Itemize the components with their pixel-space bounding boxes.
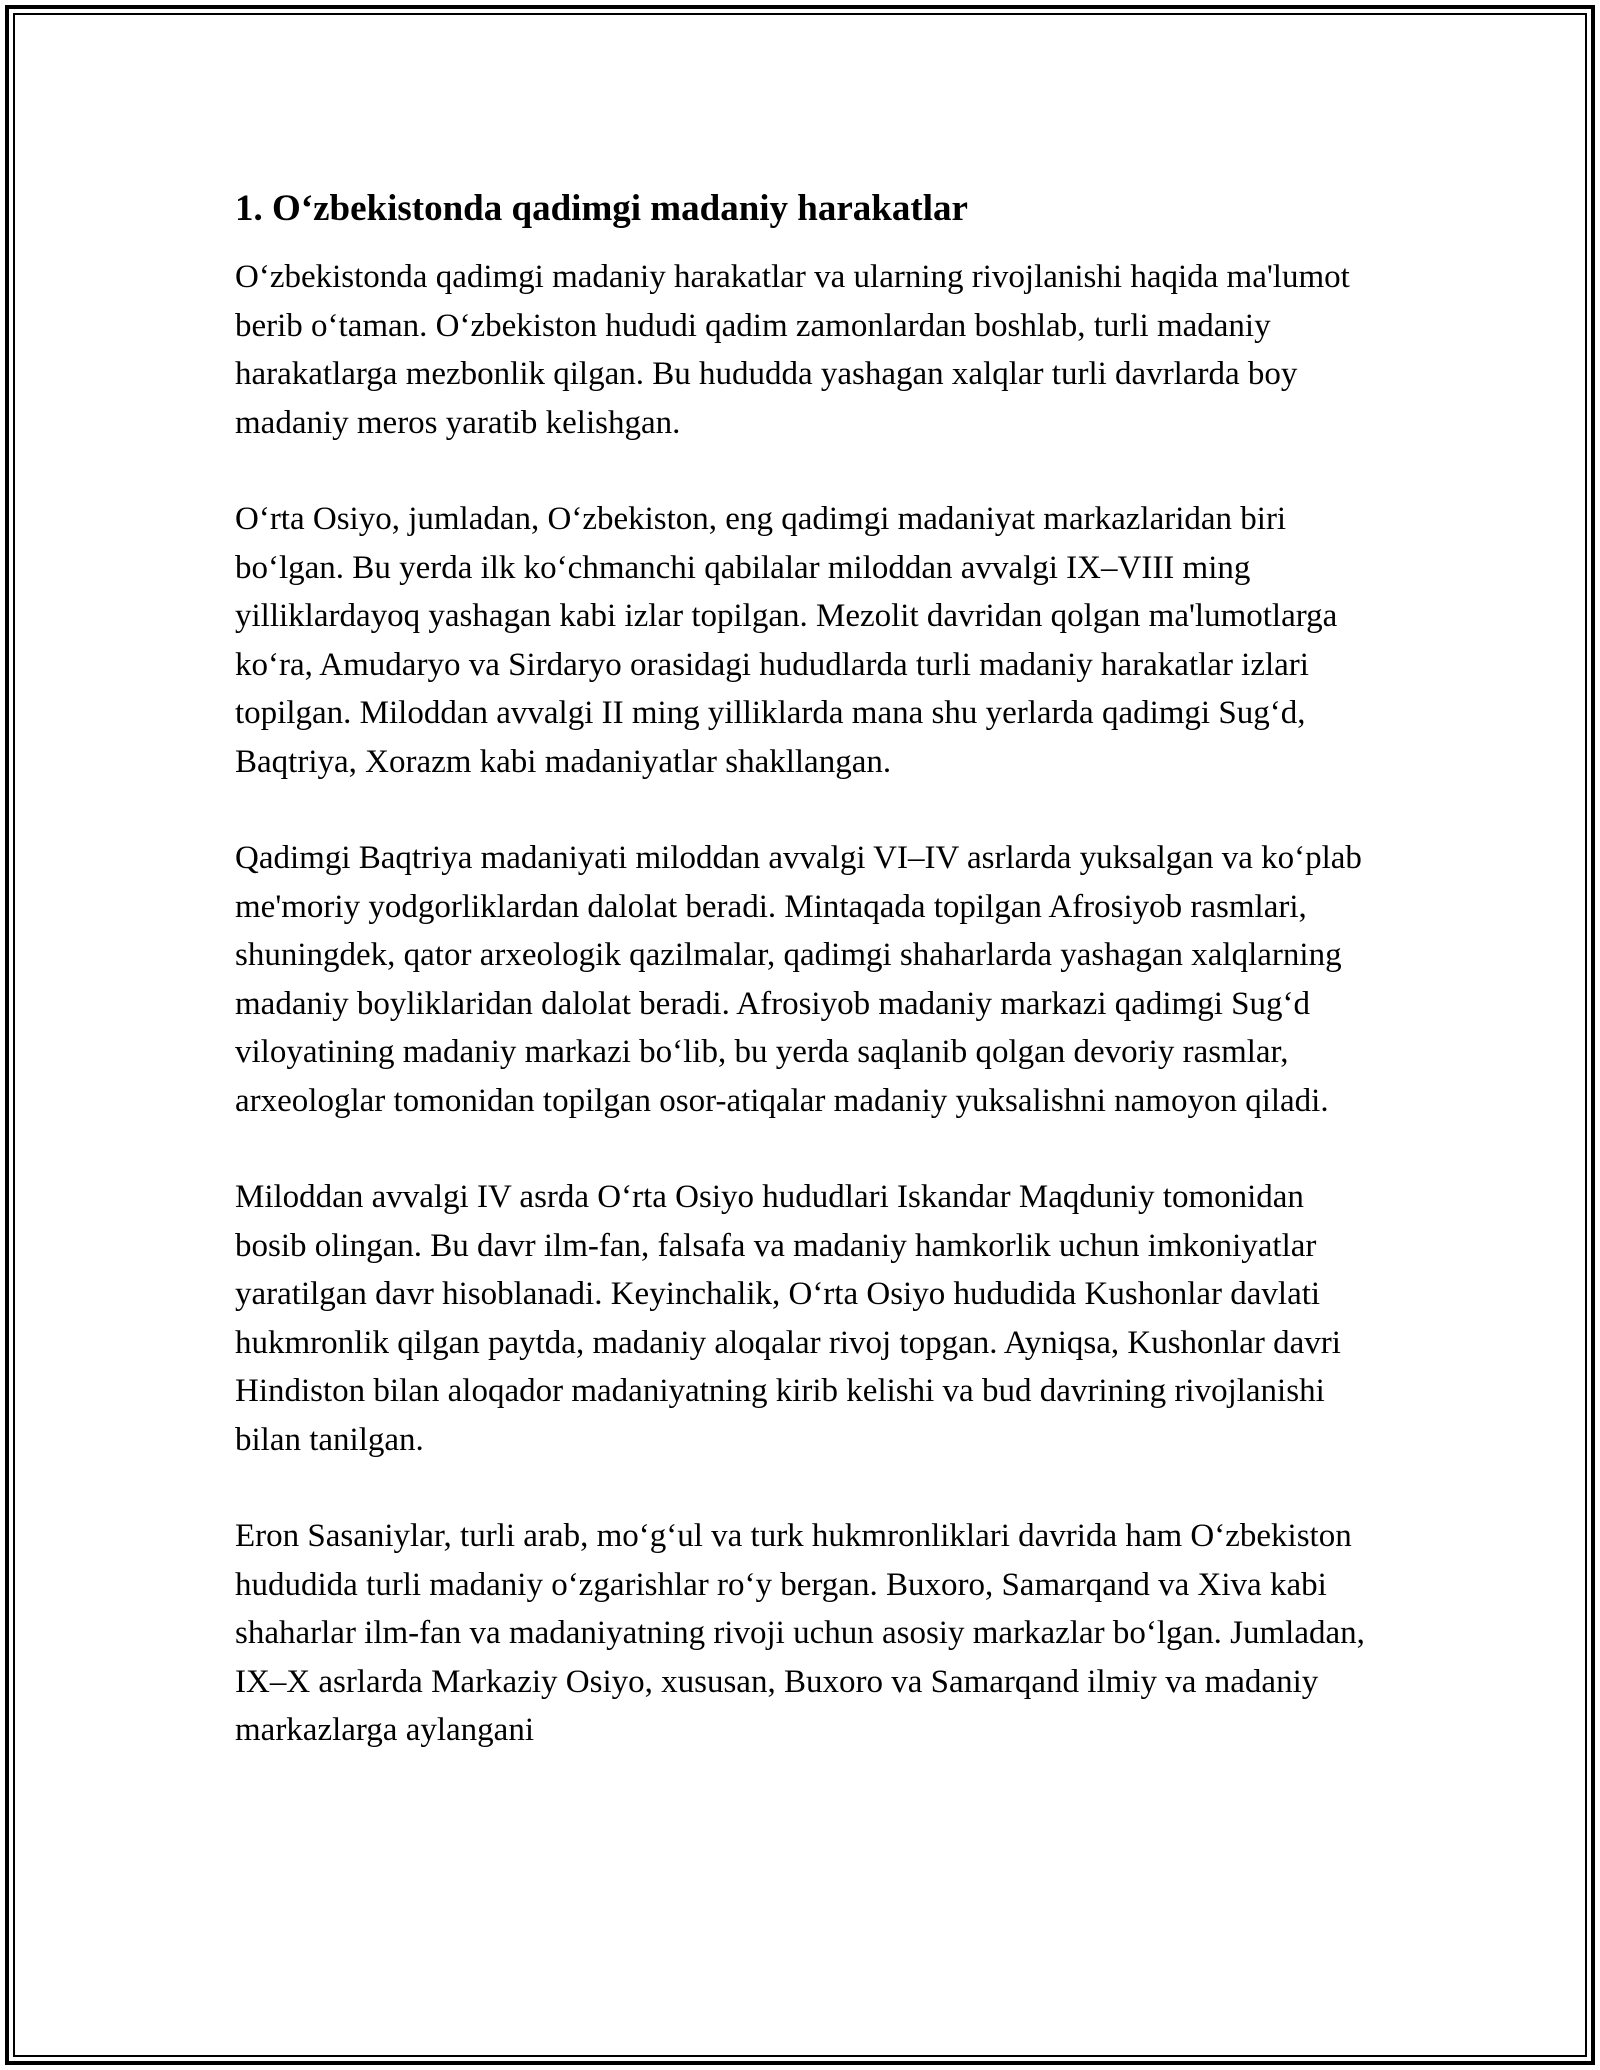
section-heading: 1. O‘zbekistonda qadimgi madaniy harakatlar [235, 188, 968, 229]
paragraph: O‘zbekistonda qadimgi madaniy harakatlar va ularning rivojlanishi haqida ma'lumot berib o‘taman. O‘zbekiston hududi qadim zamonlardan boshlab, turli madaniy harakatlarga mezbonlik qilgan. Bu hududda yashagan xalqlar turli davrlarda boy madaniy meros yaratib kelishgan. [235, 259, 1350, 441]
paragraph: Qadimgi Baqtriya madaniyati miloddan avvalgi VI–IV asrlarda yuksalgan va ko‘plab me'moriy yodgorliklardan dalolat beradi. Mintaqada topilgan Afrosiyob rasmlari, shuningdek, qator arxeologik qazilmalar, qadimgi shaharlarda yashagan xalqlarning madaniy boyliklaridan dalolat beradi. Afrosiyob madaniy markazi qadimgi Sug‘d viloyatining madaniy markazi bo‘lib, bu yerda saqlanib qolgan devoriy rasmlar, arxeologlar tomonidan topilgan osor-atiqalar madaniy yuksalishni namoyon qiladi. [235, 840, 1362, 1119]
paragraph: Eron Sasaniylar, turli arab, mo‘g‘ul va turk hukmronliklari davrida ham O‘zbekiston hududida turli madaniy o‘zgarishlar ro‘y bergan. Buxoro, Samarqand va Xiva kabi shaharlar ilm-fan va madaniyatning rivoji uchun asosiy markazlar bo‘lgan. Jumladan, IX–X asrlarda Markaziy Osiyo, xususan, Buxoro va Samarqand ilmiy va madaniy markazlarga aylangani [235, 1518, 1365, 1748]
paragraph: O‘rta Osiyo, jumladan, O‘zbekiston, eng qadimgi madaniyat markazlaridan biri bo‘lgan. Bu yerda ilk ko‘chmanchi qabilalar miloddan avvalgi IX–VIII ming yilliklardayoq yashagan kabi izlar topilgan. Mezolit davridan qolgan ma'lumotlarga ko‘ra, Amudaryo va Sirdaryo orasidagi hududlarda turli madaniy harakatlar izlari topilgan. Miloddan avvalgi II ming yilliklarda mana shu yerlarda qadimgi Sug‘d, Baqtriya, Xorazm kabi madaniyatlar shakllangan. [235, 501, 1338, 780]
paragraph: Miloddan avvalgi IV asrda O‘rta Osiyo hududlari Iskandar Maqduniy tomonidan bosib olingan. Bu davr ilm-fan, falsafa va madaniy hamkorlik uchun imkoniyatlar yaratilgan davr hisoblanadi. Keyinchalik, O‘rta Osiyo hududida Kushonlar davlati hukmronlik qilgan paytda, madaniy aloqalar rivoj topgan. Ayniqsa, Kushonlar davri Hindiston bilan aloqador madaniyatning kirib kelishi va bud davrining rivojlanishi bilan tanilgan. [235, 1179, 1341, 1458]
document-body [235, 185, 1375, 1803]
